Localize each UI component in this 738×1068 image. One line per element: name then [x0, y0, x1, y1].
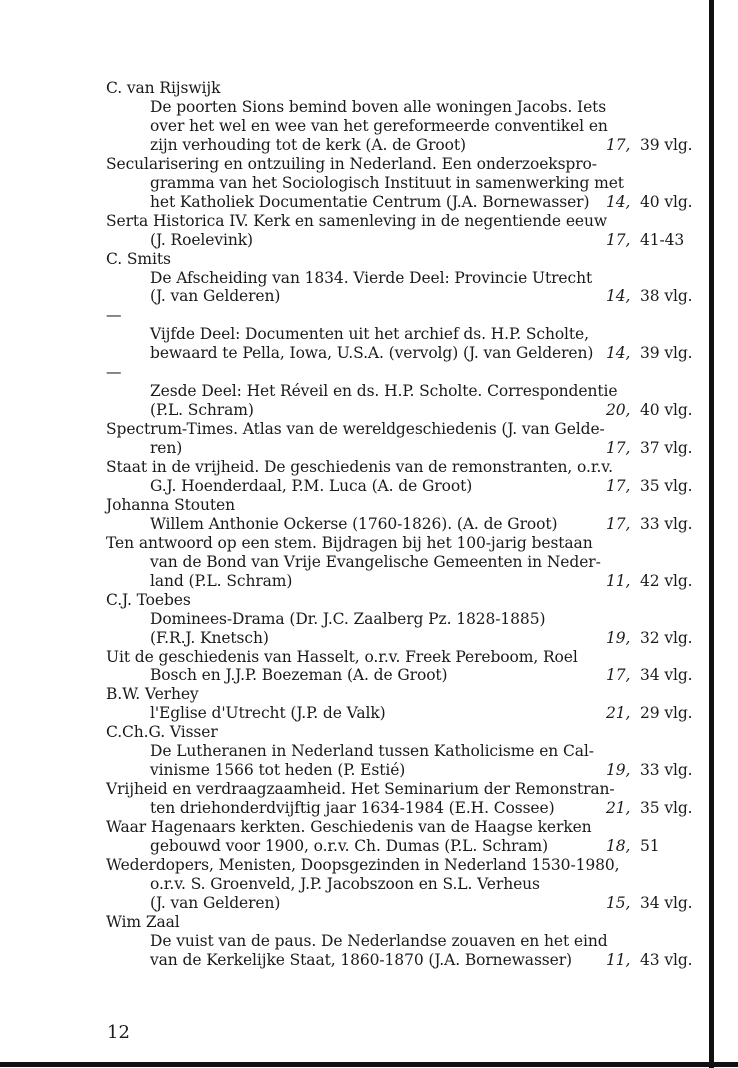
entry-heading-line: [0, 458, 613, 477]
entry-detail-line: [0, 742, 594, 761]
entry-text: Waar Hagenaars kerkten. Geschiedenis van de Haagse kerken: [106, 818, 592, 836]
entry-heading-line: [0, 591, 191, 610]
entry-heading-line: [0, 913, 180, 932]
entry-text: zijn verhouding tot de kerk (A. de Groot): [150, 135, 466, 154]
volume-number: 17,: [606, 666, 631, 685]
page-reference: 35 vlg.: [640, 799, 693, 818]
entry-detail-line: [0, 174, 624, 193]
page-number: 12: [107, 1022, 130, 1043]
entry-detail-line: [0, 344, 693, 363]
entry-detail-line: [0, 514, 693, 534]
entry-detail-line: [0, 837, 660, 856]
volume-number: 18,: [606, 837, 631, 855]
page-reference: 39 vlg.: [640, 135, 693, 154]
entry-detail-line: [0, 610, 545, 629]
entry-detail-line: [0, 476, 693, 496]
volume-number: 11,: [606, 950, 631, 969]
volume-number: 21,: [606, 704, 631, 723]
entry-text: gebouwd voor 1900, o.r.v. Ch. Dumas (P.L. Schram): [150, 837, 549, 855]
entry-text: De poorten Sions bemind boven alle woningen Jacobs. Iets: [150, 98, 607, 116]
entry-detail-line: [0, 875, 540, 894]
entry-text: C.J. Toebes: [106, 590, 191, 609]
entry-detail-line: [0, 325, 589, 344]
entry-text: gramma van het Sociologisch Instituut in samenwerking met: [150, 173, 624, 192]
entry-text: ren): [150, 439, 183, 458]
page-reference: 51: [640, 837, 660, 855]
entry-detail-line: [0, 192, 693, 212]
entry-text: van de Bond van Vrije Evangelische Gemeenten in Neder-: [150, 552, 601, 571]
entry-text: De Lutheranen in Nederland tussen Katholicisme en Cal-: [150, 742, 594, 761]
entry-text: Zesde Deel: Het Réveil en ds. H.P. Scholte. Correspondentie: [150, 382, 618, 401]
entry-text: (F.R.J. Knetsch): [150, 628, 269, 647]
entry-text: De vuist van de paus. De Nederlandse zouaven en het eind: [150, 931, 608, 950]
entry-heading-line: [0, 496, 235, 515]
entry-heading-line: [0, 363, 121, 382]
entry-text: (J. Roelevink): [150, 230, 253, 249]
entry-text: Spectrum-Times. Atlas van de wereldgeschiedenis (J. van Gelde-: [106, 420, 605, 439]
entry-heading-line: [0, 79, 220, 98]
volume-number: 17,: [606, 135, 631, 154]
volume-number: 17,: [606, 476, 631, 495]
entry-detail-line: [0, 269, 592, 288]
entry-heading-line: [0, 780, 615, 799]
entry-text: Secularisering en ontzuiling in Nederland. Een onderzoekspro-: [106, 154, 597, 173]
entry-text: van de Kerkelijke Staat, 1860-1870 (J.A. Bornewasser): [150, 950, 572, 969]
volume-number: 21,: [606, 799, 631, 818]
entry-heading-line: [0, 723, 218, 742]
entry-heading-line: [0, 818, 592, 837]
volume-number: 20,: [606, 401, 631, 420]
entry-text: B.W. Verhey: [106, 685, 199, 704]
entry-text: (P.L. Schram): [150, 401, 254, 420]
page-reference: 40 vlg.: [640, 192, 693, 211]
entry-detail-line: [0, 893, 693, 913]
entry-text: l'Eglise d'Utrecht (J.P. de Valk): [150, 704, 386, 723]
entry-text: (J. van Gelderen): [150, 893, 281, 912]
entry-detail-line: [0, 135, 693, 155]
entry-heading-line: [0, 420, 605, 439]
entry-heading-line: [0, 685, 199, 704]
entry-detail-line: [0, 230, 685, 250]
volume-number: 19,: [606, 761, 631, 780]
entry-detail-line: [0, 950, 693, 970]
entry-detail-line: [0, 553, 601, 572]
entry-text: Willem Anthonie Ockerse (1760-1826). (A. de Groot): [150, 514, 558, 533]
entry-detail-line: [0, 799, 693, 818]
volume-number: 17,: [606, 230, 631, 249]
entry-detail-line: [0, 287, 693, 306]
entry-heading-line: [0, 306, 121, 325]
volume-number: 17,: [606, 439, 631, 458]
entry-detail-line: [0, 98, 606, 117]
page-reference: 35 vlg.: [640, 476, 693, 495]
volume-number: 17,: [606, 514, 631, 533]
page-reference: 37 vlg.: [640, 439, 693, 458]
page-edge-right: [709, 0, 714, 1068]
entry-heading-line: [0, 648, 578, 667]
page-reference: 42 vlg.: [640, 571, 693, 590]
page-reference: 29 vlg.: [640, 704, 693, 723]
page-edge-bottom: [0, 1062, 738, 1067]
page-reference: 33 vlg.: [640, 514, 693, 533]
entry-text: vinisme 1566 tot heden (P. Estié): [150, 761, 406, 780]
entry-text: Wederdopers, Menisten, Doopsgezinden in Nederland 1530-1980,: [106, 855, 620, 874]
page-reference: 39 vlg.: [640, 344, 693, 363]
entry-detail-line: [0, 704, 693, 723]
entry-text: C. van Rijswijk: [106, 79, 221, 97]
entry-text: ten driehonderdvijftig jaar 1634-1984 (E.H. Cossee): [150, 799, 555, 818]
entry-heading-line: [0, 155, 597, 174]
entry-detail-line: [0, 932, 608, 951]
entry-text: Vrijheid en verdraagzaamheid. Het Seminarium der Remonstran-: [106, 780, 615, 799]
page-reference: 43 vlg.: [640, 950, 693, 969]
entry-heading-line: [0, 212, 607, 231]
entry-text: Staat in de vrijheid. De geschiedenis van de remonstranten, o.r.v.: [106, 458, 613, 476]
volume-number: 11,: [606, 571, 631, 590]
entry-text: De Afscheiding van 1834. Vierde Deel: Provincie Utrecht: [150, 268, 593, 287]
entry-detail-line: [0, 382, 617, 401]
entry-heading-line: [0, 250, 171, 269]
page-reference: 38 vlg.: [640, 287, 693, 306]
entry-text: over het wel en wee van het gereformeerde conventikel en: [150, 116, 608, 135]
entry-detail-line: [0, 117, 608, 136]
entry-text: Uit de geschiedenis van Hasselt, o.r.v. Freek Pereboom, Roel: [106, 647, 578, 666]
volume-number: 14,: [606, 344, 631, 363]
entry-detail-line: [0, 761, 693, 780]
entry-text: bewaard te Pella, Iowa, U.S.A. (vervolg) (J. van Gelderen): [150, 344, 594, 363]
entry-text: (J. van Gelderen): [150, 287, 281, 306]
entry-detail-line: [0, 401, 693, 420]
volume-number: 14,: [606, 192, 631, 211]
entry-text: G.J. Hoenderdaal, P.M. Luca (A. de Groot): [150, 476, 473, 495]
entry-heading-line: [0, 856, 619, 875]
entry-text: —: [106, 363, 122, 382]
entry-text: C.Ch.G. Visser: [106, 723, 218, 742]
entry-text: Ten antwoord op een stem. Bijdragen bij het 100-jarig bestaan: [106, 533, 593, 552]
page-reference: 40 vlg.: [640, 401, 693, 420]
entry-text: Johanna Stouten: [106, 495, 235, 514]
page-reference: 34 vlg.: [640, 666, 693, 685]
page-reference: 41-43: [640, 230, 685, 249]
entry-text: Serta Historica IV. Kerk en samenleving in de negentiende eeuw: [106, 211, 608, 230]
entry-text: o.r.v. S. Groenveld, J.P. Jacobszoon en S.L. Verheus: [150, 874, 540, 893]
entry-text: Bosch en J.J.P. Boezeman (A. de Groot): [150, 666, 448, 685]
entry-text: C. Smits: [106, 249, 171, 268]
volume-number: 19,: [606, 628, 631, 647]
entry-detail-line: [0, 439, 693, 458]
entry-text: Wim Zaal: [106, 912, 180, 931]
page-reference: 34 vlg.: [640, 893, 693, 912]
volume-number: 15,: [606, 893, 631, 912]
entry-text: land (P.L. Schram): [150, 571, 293, 590]
entry-detail-line: [0, 666, 693, 685]
volume-number: 14,: [606, 287, 631, 306]
entry-text: Dominees-Drama (Dr. J.C. Zaalberg Pz. 1828-1885): [150, 609, 546, 628]
page-reference: 33 vlg.: [640, 761, 693, 780]
entry-detail-line: [0, 571, 693, 591]
entry-heading-line: [0, 534, 593, 553]
entry-text: het Katholiek Documentatie Centrum (J.A. Bornewasser): [150, 192, 590, 211]
entry-detail-line: [0, 628, 693, 648]
entry-text: —: [106, 306, 122, 325]
page-reference: 32 vlg.: [640, 628, 693, 647]
entry-text: Vijfde Deel: Documenten uit het archief ds. H.P. Scholte,: [150, 325, 589, 344]
